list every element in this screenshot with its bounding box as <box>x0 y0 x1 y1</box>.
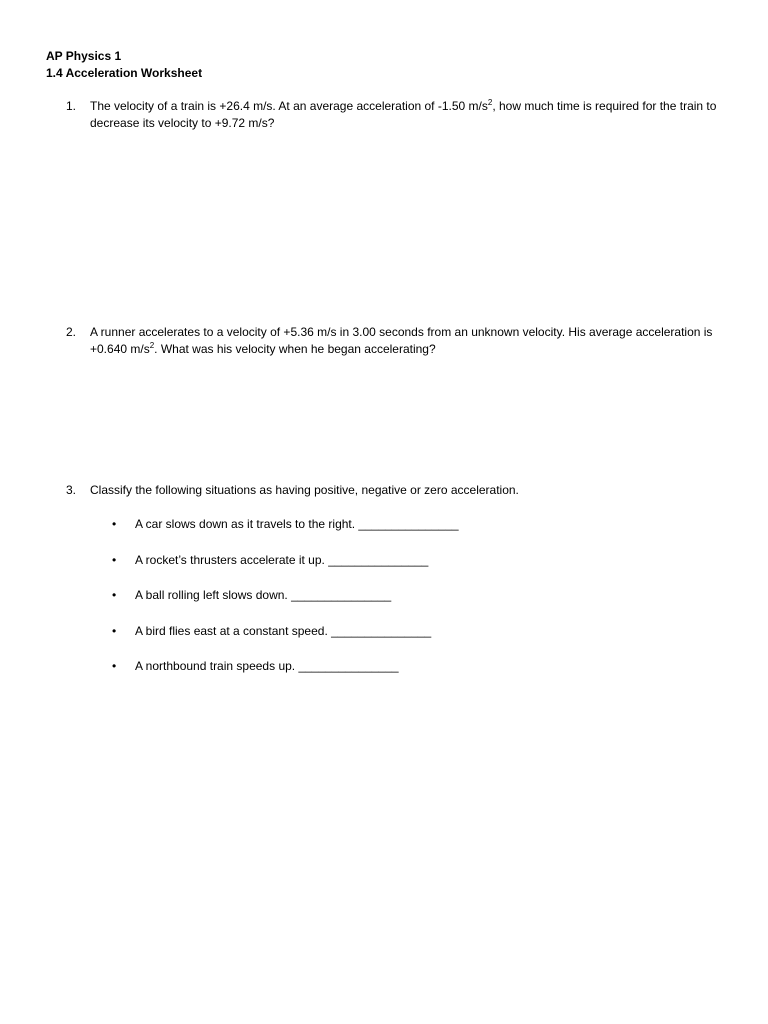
course-name: AP Physics 1 <box>46 49 122 63</box>
question-text-part: The velocity of a train is +26.4 m/s. At an average acceleration of -1.50 m/s <box>90 99 488 113</box>
situation-text: A ball rolling left slows down. _______________ <box>135 588 392 602</box>
question-3 <box>66 482 726 499</box>
bullet-icon: • <box>112 588 117 602</box>
list-item <box>112 658 612 694</box>
question-number: 3. <box>66 483 77 497</box>
worksheet-header <box>46 48 202 82</box>
list-item <box>112 587 612 623</box>
bullet-icon: • <box>112 659 117 673</box>
situation-list <box>112 516 612 694</box>
question-number: 2. <box>66 325 77 339</box>
question-text-part: . What was his velocity when he began accelerating? <box>154 342 436 356</box>
question-text: Classify the following situations as having positive, negative or zero acceleration. <box>90 483 519 497</box>
question-text-part: A runner accelerates to a velocity of +5.36 m/s in 3.00 seconds from an unknown velocity. His average acceleration is +0.640 m/s <box>90 325 713 356</box>
question-number: 1. <box>66 99 77 113</box>
superscript: 2 <box>487 98 493 107</box>
situation-text: A bird flies east at a constant speed. _______________ <box>135 623 432 638</box>
list-item <box>112 623 612 659</box>
list-item <box>112 552 612 588</box>
bullet-icon: • <box>112 552 117 567</box>
situation-text: A car slows down as it travels to the right. _______________ <box>135 517 459 531</box>
list-item <box>112 516 612 552</box>
question-text-part: , how much time is required for the train to decrease its velocity to +9.72 m/s? <box>90 99 717 130</box>
situation-text: A rocket’s thrusters accelerate it up. _______________ <box>135 552 429 567</box>
bullet-icon: • <box>112 623 117 638</box>
question-text <box>90 324 726 358</box>
question-2 <box>66 324 726 358</box>
question-text <box>90 98 726 132</box>
question-1 <box>66 98 726 132</box>
bullet-icon: • <box>112 517 117 531</box>
situation-text: A northbound train speeds up. _______________ <box>135 659 399 673</box>
worksheet-title: 1.4 Acceleration Worksheet <box>46 66 203 80</box>
superscript: 2 <box>149 341 155 350</box>
